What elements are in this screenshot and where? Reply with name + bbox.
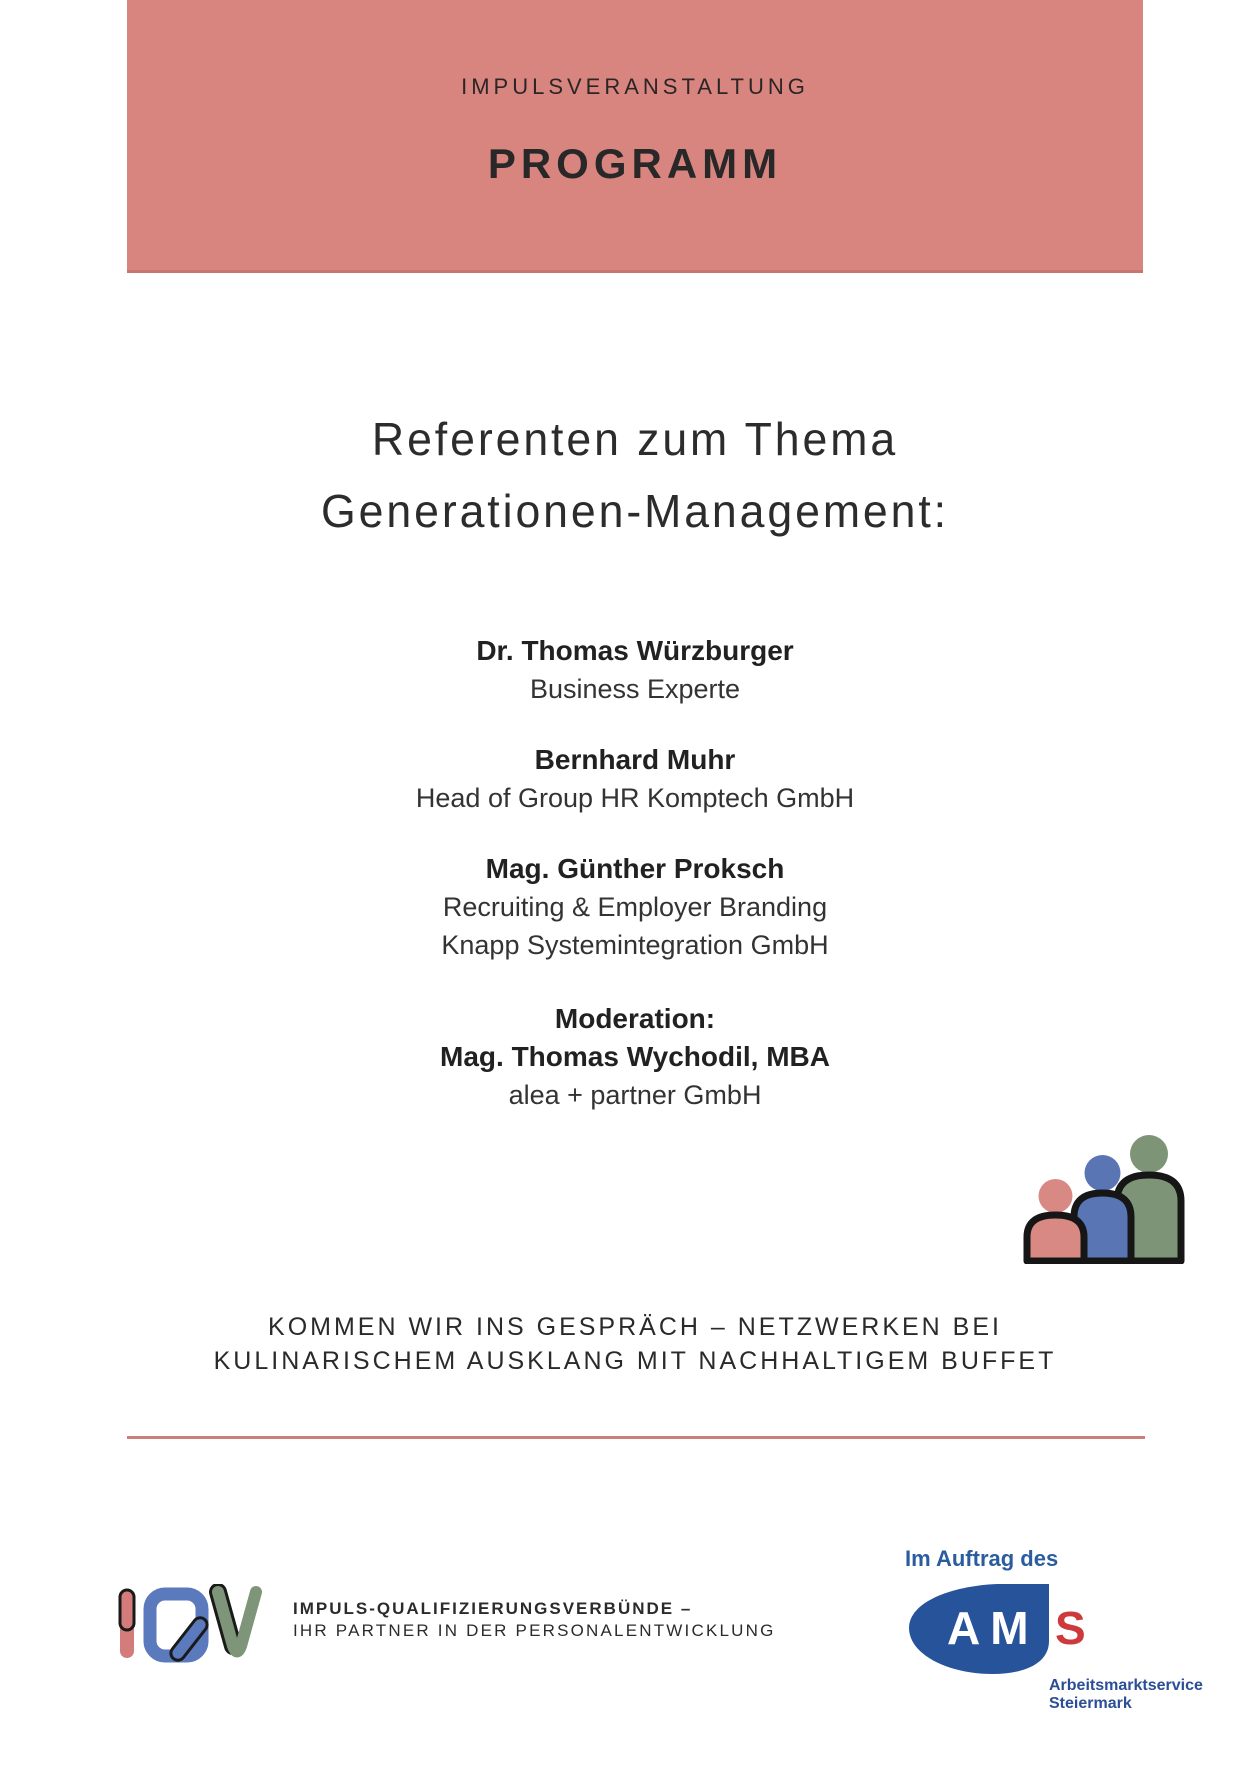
iqv-logo [112,1584,274,1664]
moderation-item [127,1000,1143,1114]
moderator-company: alea + partner GmbH [508,1080,762,1110]
speaker-item [127,850,1143,964]
speaker-name: Dr. Thomas Würzburger [476,635,794,666]
speakers-list [127,632,1143,1114]
header-banner [127,0,1143,273]
networking-note-line2: KULINARISCHEM AUSKLANG MIT NACHHALTIGEM BUFFET [213,1347,1057,1375]
speaker-item [127,632,1143,708]
networking-note-line1: KOMMEN WIR INS GESPRÄCH – NETZWERKEN BEI [268,1313,1002,1341]
ams-org-line1: Arbeitsmarktservice [1049,1677,1203,1694]
generations-people-icon [1019,1133,1185,1264]
iqv-caption-line2: IHR PARTNER IN DER PERSONALENTWICKLUNG [293,1621,776,1640]
speaker-role: Head of Group HR Komptech GmbH [415,783,855,813]
speaker-name: Bernhard Muhr [534,744,736,775]
speaker-company: Knapp Systemintegration GmbH [441,930,829,960]
page-title: PROGRAMM [487,140,783,187]
iqv-caption [293,1598,776,1642]
ams-logo-am-text: AM [947,1602,1039,1654]
footer-divider [127,1436,1145,1439]
ams-org-name [1049,1677,1203,1713]
ams-logo-s-text: S [1055,1602,1086,1654]
speaker-role: Business Experte [529,674,741,704]
networking-note [127,1310,1143,1378]
moderation-label: Moderation: [554,1003,716,1034]
speaker-item [127,741,1143,817]
section-heading [142,403,1128,547]
ams-org-line2: Steiermark [1049,1695,1132,1712]
section-heading-line2: Generationen-Management: [321,485,949,537]
ams-logo [903,1581,1101,1679]
speaker-role: Recruiting & Employer Branding [442,892,828,922]
iqv-caption-line1: IMPULS-QUALIFIZIERUNGSVERBÜNDE – [293,1599,693,1618]
moderator-name: Mag. Thomas Wychodil, MBA [440,1041,830,1072]
section-heading-line1: Referenten zum Thema [371,413,899,465]
speaker-name: Mag. Günther Proksch [485,853,785,884]
ams-caption: Im Auftrag des [905,1546,1059,1571]
event-type-label: IMPULSVERANSTALTUNG [461,74,809,99]
